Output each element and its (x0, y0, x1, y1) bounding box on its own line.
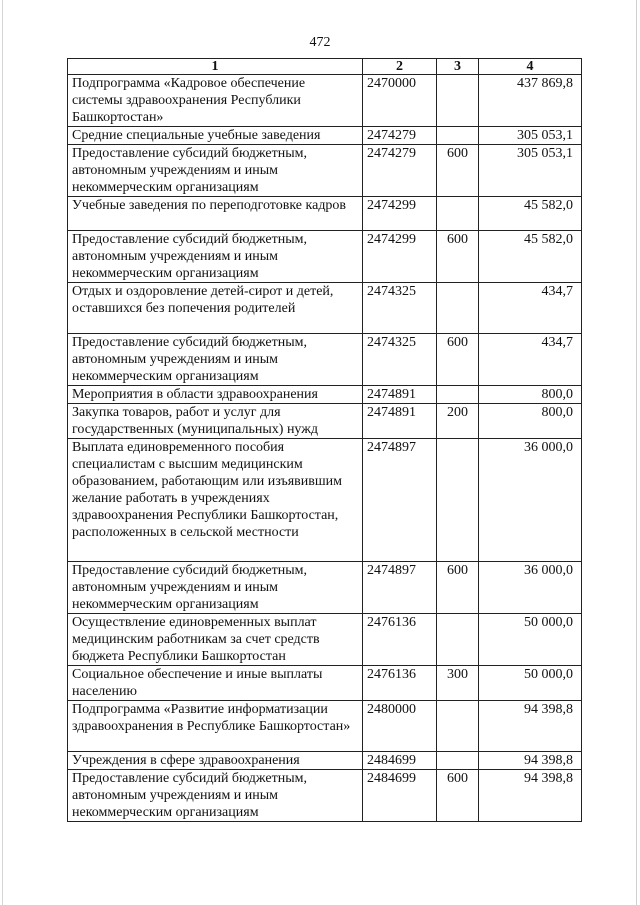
table-row (68, 404, 582, 439)
row-name: Учебные заведения по переподготовке кадров (68, 197, 363, 231)
row-name: Мероприятия в области здравоохранения (68, 386, 363, 404)
budget-table (67, 58, 582, 822)
table-row (68, 75, 582, 127)
row-expense-type: 200 (437, 404, 479, 439)
row-expense-type (437, 614, 479, 666)
column-header-code: 2 (363, 59, 437, 75)
row-expense-type: 600 (437, 145, 479, 197)
row-code: 2474325 (363, 334, 437, 386)
row-expense-type (437, 197, 479, 231)
page-number: 472 (309, 35, 331, 50)
row-sum: 800,0 (479, 404, 582, 439)
row-expense-type (437, 752, 479, 770)
table-row (68, 701, 582, 752)
row-sum: 50 000,0 (479, 666, 582, 701)
table-header-row (68, 59, 582, 75)
row-name: Закупка товаров, работ и услуг для государственных (муниципальных) нужд (68, 404, 363, 439)
table-row (68, 231, 582, 283)
column-header-sum: 4 (479, 59, 582, 75)
row-name: Предоставление субсидий бюджетным, автономным учреждениям и иным некоммерческим организациям (68, 770, 363, 822)
row-name: Подпрограмма «Развитие информатизации здравоохранения в Республике Башкортостан» (68, 701, 363, 752)
row-sum: 800,0 (479, 386, 582, 404)
row-name: Выплата единовременного пособия специалистам с высшим медицинским образованием, работающим или изъявившим желание работать в учреждениях здравоохранения Республики Башкортостан, расположенных в сельской местности (68, 439, 363, 562)
row-expense-type (437, 75, 479, 127)
table-row (68, 334, 582, 386)
row-expense-type: 300 (437, 666, 479, 701)
row-name: Средние специальные учебные заведения (68, 127, 363, 145)
row-sum: 434,7 (479, 283, 582, 334)
row-sum: 36 000,0 (479, 562, 582, 614)
row-name: Предоставление субсидий бюджетным, автономным учреждениям и иным некоммерческим организациям (68, 231, 363, 283)
scan-right-edge (636, 0, 637, 905)
row-expense-type (437, 439, 479, 562)
row-sum: 94 398,8 (479, 701, 582, 752)
row-code: 2474279 (363, 127, 437, 145)
table-row (68, 127, 582, 145)
table-row (68, 386, 582, 404)
row-sum: 305 053,1 (479, 145, 582, 197)
row-code: 2474897 (363, 562, 437, 614)
row-code: 2474299 (363, 231, 437, 283)
table-body (68, 75, 582, 822)
row-name: Отдых и оздоровление детей-сирот и детей, оставшихся без попечения родителей (68, 283, 363, 334)
row-sum: 94 398,8 (479, 752, 582, 770)
row-sum: 45 582,0 (479, 197, 582, 231)
row-code: 2476136 (363, 666, 437, 701)
row-name: Предоставление субсидий бюджетным, автономным учреждениям и иным некоммерческим организациям (68, 334, 363, 386)
row-expense-type (437, 283, 479, 334)
row-code: 2474325 (363, 283, 437, 334)
row-expense-type (437, 701, 479, 752)
row-expense-type (437, 127, 479, 145)
row-code: 2474279 (363, 145, 437, 197)
row-sum: 437 869,8 (479, 75, 582, 127)
scan-left-edge (2, 0, 3, 905)
table-row (68, 197, 582, 231)
row-code: 2484699 (363, 770, 437, 822)
row-expense-type: 600 (437, 231, 479, 283)
row-sum: 94 398,8 (479, 770, 582, 822)
row-code: 2470000 (363, 75, 437, 127)
row-code: 2474891 (363, 386, 437, 404)
column-header-expense-type: 3 (437, 59, 479, 75)
column-header-name: 1 (68, 59, 363, 75)
row-expense-type: 600 (437, 770, 479, 822)
table-row (68, 562, 582, 614)
row-code: 2474897 (363, 439, 437, 562)
table-row (68, 666, 582, 701)
row-sum: 45 582,0 (479, 231, 582, 283)
row-name: Учреждения в сфере здравоохранения (68, 752, 363, 770)
table-row (68, 752, 582, 770)
row-code: 2474299 (363, 197, 437, 231)
table-row (68, 145, 582, 197)
row-code: 2484699 (363, 752, 437, 770)
row-name: Осуществление единовременных выплат медицинским работникам за счет средств бюджета Республики Башкортостан (68, 614, 363, 666)
row-sum: 305 053,1 (479, 127, 582, 145)
row-expense-type (437, 386, 479, 404)
row-code: 2474891 (363, 404, 437, 439)
row-name: Предоставление субсидий бюджетным, автономным учреждениям и иным некоммерческим организациям (68, 145, 363, 197)
row-sum: 36 000,0 (479, 439, 582, 562)
row-name: Подпрограмма «Кадровое обеспечение системы здравоохранения Республики Башкортостан» (68, 75, 363, 127)
row-sum: 50 000,0 (479, 614, 582, 666)
row-name: Социальное обеспечение и иные выплаты населению (68, 666, 363, 701)
row-code: 2476136 (363, 614, 437, 666)
table-row (68, 770, 582, 822)
table-row (68, 439, 582, 562)
table-row (68, 283, 582, 334)
row-expense-type: 600 (437, 562, 479, 614)
row-code: 2480000 (363, 701, 437, 752)
table-row (68, 614, 582, 666)
row-sum: 434,7 (479, 334, 582, 386)
row-expense-type: 600 (437, 334, 479, 386)
row-name: Предоставление субсидий бюджетным, автономным учреждениям и иным некоммерческим организациям (68, 562, 363, 614)
